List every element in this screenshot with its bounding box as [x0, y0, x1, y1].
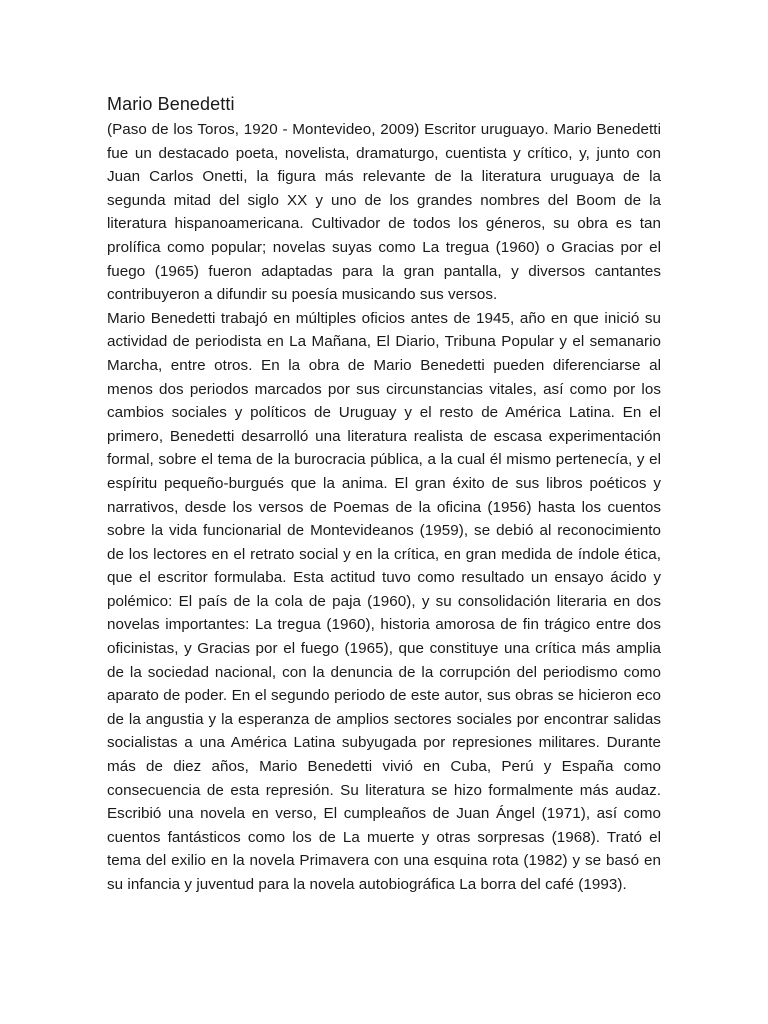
paragraph-intro: (Paso de los Toros, 1920 - Montevideo, 2009) Escritor uruguayo. Mario Benedetti fue un destacado poeta, novelista, dramaturgo, cuentista y crítico, y, junto con Juan Carlos Onetti, la figura más relevante de la literatura uruguaya de la segunda mitad del siglo XX y uno de los grandes nombres del Boom de la literatura hispanoamericana. Cultivador de todos los géneros, su obra es tan prolífica como popular; novelas suyas como La tregua (1960) o Gracias por el fuego (1965) fueron adaptadas para la gran pantalla, y diversos cantantes contribuyeron a difundir su poesía musicando sus versos.: [107, 121, 661, 304]
paragraph-career: Mario Benedetti trabajó en múltiples oficios antes de 1945, año en que inició su actividad de periodista en La Mañana, El Diario, Tribuna Popular y el semanario Marcha, entre otros. En la obra de Mario Benedetti pueden diferenciarse al menos dos periodos marcados por sus circunstancias vitales, así como por los cambios sociales y políticos de Uruguay y el resto de América Latina. En el primero, Benedetti desarrolló una literatura realista de escasa experimentación formal, sobre el tema de la burocracia pública, a la cual él mismo pertenecía, y el espíritu pequeño-burgués que la anima. El gran éxito de sus libros poéticos y narrativos, desde los versos de Poemas de la oficina (1956) hasta los cuentos sobre la vida funcionarial de Montevideanos (1959), se debió al reconocimiento de los lectores en el retrato social y en la crítica, en gran medida de índole ética, que el escritor formulaba. Esta actitud tuvo como resultado un ensayo ácido y polémico: El país de la cola de paja (1960), y su consolidación literaria en dos novelas importantes: La tregua (1960), historia amorosa de fin trágico entre dos oficinistas, y Gracias por el fuego (1965), que constituye una crítica más amplia de la sociedad nacional, con la denuncia de la corrupción del periodismo como aparato de poder. En el segundo periodo de este autor, sus obras se hicieron eco de la angustia y la esperanza de amplios sectores sociales por encontrar salidas socialistas a una América Latina subyugada por represiones militares. Durante más de diez años, Mario Benedetti vivió en Cuba, Perú y España como consecuencia de esta represión. Su literatura se hizo formalmente más audaz. Escribió una novela en verso, El cumpleaños de Juan Ángel (1971), así como cuentos fantásticos como los de La muerte y otras sorpresas (1968). Trató el tema del exilio en la novela Primavera con una esquina rota (1982) y se basó en su infancia y juventud para la novela autobiográfica La borra del café (1993).: [107, 309, 661, 893]
document-title: Mario Benedetti: [107, 94, 235, 114]
document-page: [107, 92, 661, 897]
